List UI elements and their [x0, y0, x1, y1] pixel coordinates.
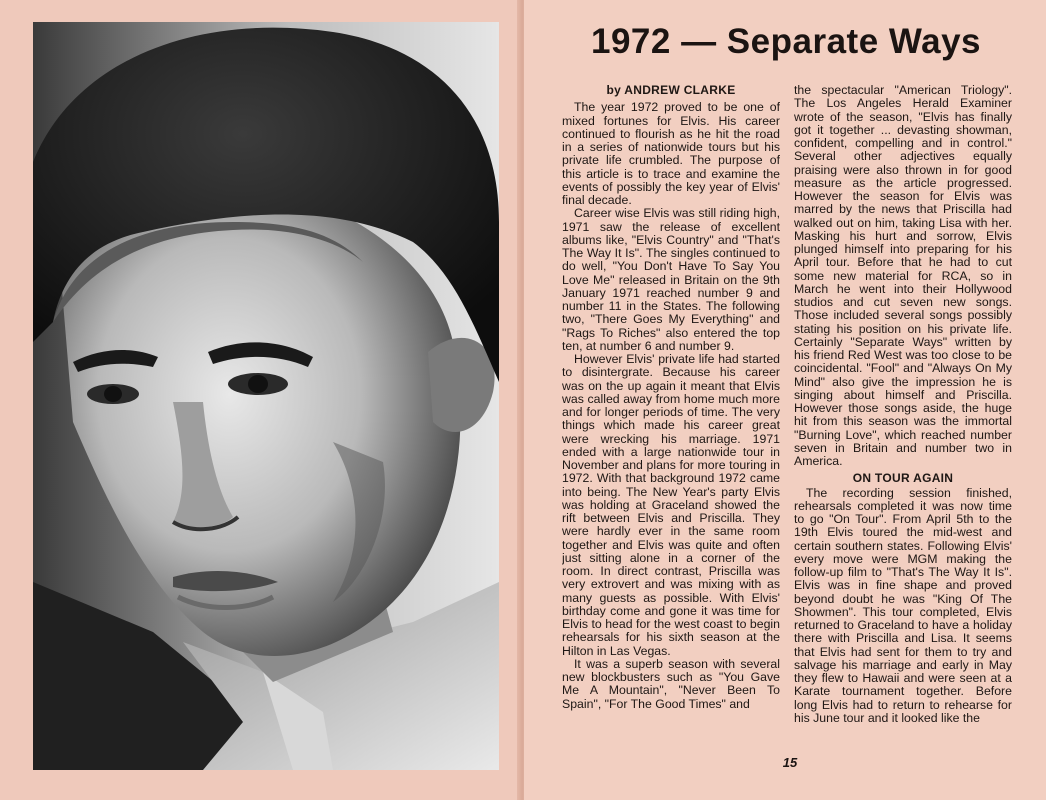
article-paragraph: It was a superb season with several new blockbusters such as "You Gave Me A Mountain", "Never Been To Spain", "For The Good Times" and	[562, 656, 780, 711]
article-paragraph: The year 1972 proved to be one of mixed fortunes for Elvis. His career continued to flourish as he hit the road in a series of nationwide tours but his private life crumbled. The purpose of this article is to trace and examine the events of possibly the key year of Elvis' final decade.	[562, 100, 780, 207]
section-subheading: ON TOUR AGAIN	[852, 471, 954, 486]
article-paragraph: the spectacular "American Triology". The Los Angeles Herald Examiner wrote of the season, "Elvis has finally got it together ... devasting showman, confident, compelling and in control." Several other adjectives equally praising were also thrown in for good measure as the article progressed. However the season for Elvis was marred by the news that Priscilla had walked out on him, taking Lisa with her. Masking his hurt and sorrow, Elvis plunged himself into preparing for his April tour. Before that he had to cut some new material for RCA, so in March he went into their Hollywood studios and cut seven new songs. Those included several songs possibly stating his position on his private life. Certainly "Separate Ways" written by his friend Red West was too close to be coincidental. "Fool" and "Always On My Mind" also give the impression he is singing about himself and Priscilla. However those songs aside, the huge hit from this season was the immortal "Burning Love", which reached number seven in Britain and number two in America.	[794, 84, 1012, 468]
article-paragraph: Career wise Elvis was still riding high, 1971 saw the release of excellent albums like, "Elvis Country" and "That's The Way It Is". The singles continued to do well, "You Don't Have To Say You Love Me" released in Britain on the 9th January 1971 reached number 9 and number 11 in the States. The following two, "There Goes My Everything" and "Rags To Riches" also entered the top ten, at number 6 and number 9.	[562, 206, 780, 353]
page-number: 15	[782, 755, 798, 770]
article-paragraph: The recording session finished, rehearsals completed it was now time to go "On Tour". From April 5th to the 19th Elvis toured the mid-west and certain southern states. Following Elvis' every move were MGM making the follow-up film to "That's The Way It Is". Elvis was in fine shape and proved beyond doubt he was "King Of The Showmen". This tour completed, Elvis returned to Graceland to have a holiday there with Priscilla and Lisa. It seems that Elvis had sent for them to try and salvage his marriage and early in May they flew to Hawaii and were seen at a Karate tournament together. Before long Elvis had to return to rehearse for his June tour and it looked like the	[794, 485, 1012, 725]
article-paragraph: However Elvis' private life had started to disintergrate. Because his career was on the up again it meant that Elvis was called away from home much more and for longer periods of time. The very things which made his career great were wrecking his marriage. 1971 ended with a large nationwide tour in November and plans for more touring in 1972. With that background 1972 came into being. The New Year's party Elvis was holding at Graceland showed the rift between Elvis and Priscilla. They were hardly ever in the same room together and Elvis was quite and often just sitting alone in a corner of the room. In direct contrast, Priscilla was very extrovert and was mixing with as many guests as possible. With Elvis' birthday come and gone it was time for Elvis to head for the west coast to begin rehearsals for his sixth season at the Hilton in Las Vegas.	[562, 352, 780, 658]
article-column-1	[562, 84, 780, 749]
portrait-photo-image	[33, 22, 499, 770]
portrait-photo	[33, 22, 499, 770]
left-page	[0, 0, 522, 800]
article-title: 1972 — Separate Ways	[590, 22, 982, 61]
article-column-2	[794, 84, 1012, 749]
article-byline: by ANDREW CLARKE	[606, 84, 736, 97]
